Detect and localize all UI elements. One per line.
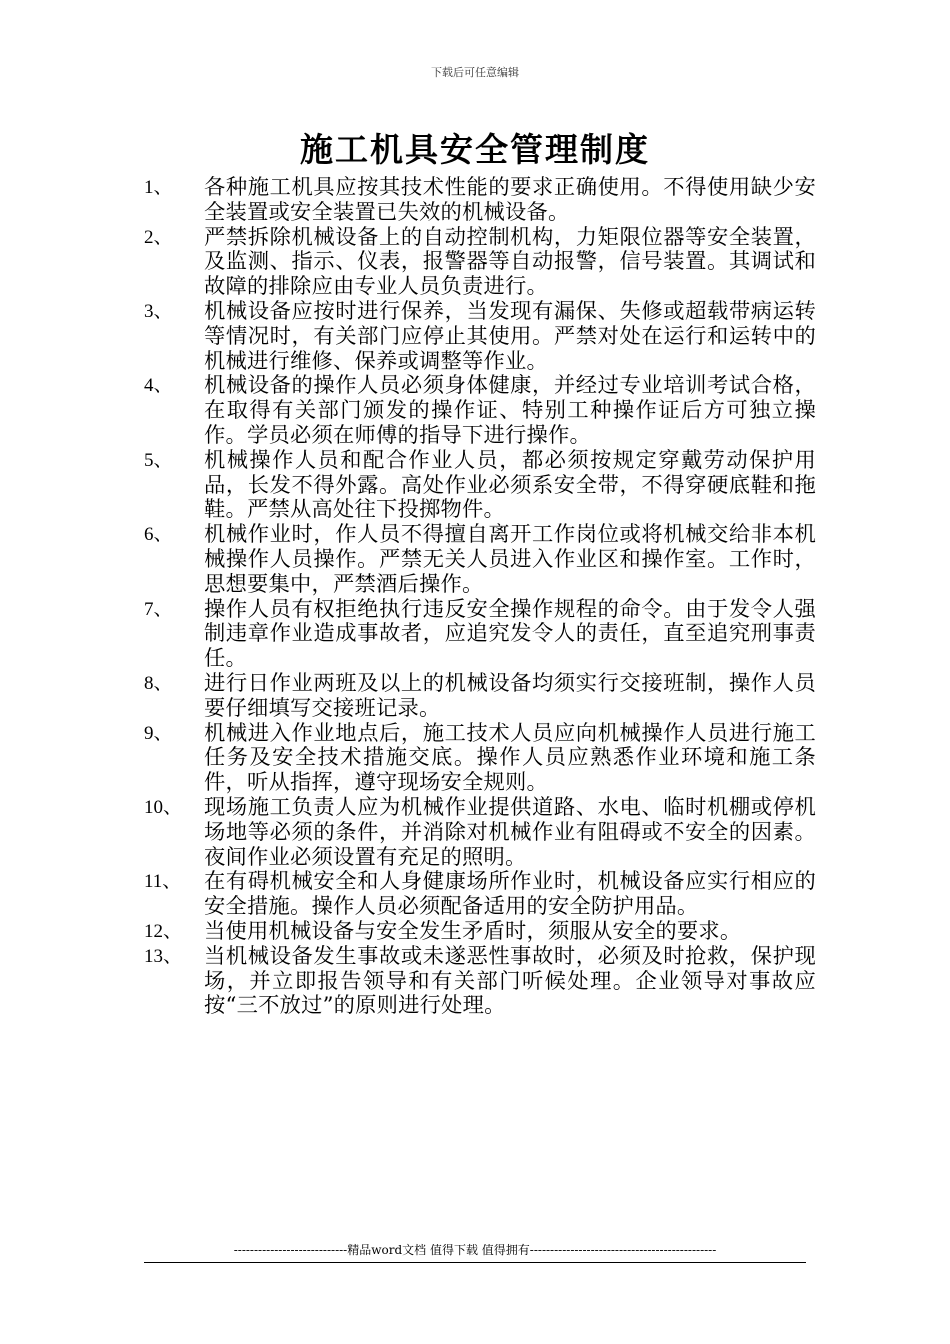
rule-item (144, 598, 816, 672)
footer-note: ----------------------------精品word文档 值得下载 值得拥有---------------------------------------------- (233, 1243, 717, 1257)
rule-text: 机械操作人员和配合作业人员，都必须按规定穿戴劳动保护用品，长发不得外露。高处作业必须系安全带，不得穿硬底鞋和拖鞋。严禁从高处往下投掷物件。 (204, 447, 816, 523)
rule-item (144, 300, 816, 374)
document-title: 施工机具安全管理制度 (300, 130, 650, 169)
rule-item (144, 449, 816, 523)
rule-text: 在有碍机械安全和人身健康场所作业时，机械设备应实行相应的安全措施。操作人员必须配备适用的安全防护用品。 (204, 869, 816, 920)
rule-item (144, 945, 816, 1019)
rule-text: 操作人员有权拒绝执行违反安全操作规程的命令。由于发令人强制违章作业造成事故者，应追究发令人的责任，直至追究刑事责任。 (204, 596, 816, 672)
rule-text: 机械设备应按时进行保养，当发现有漏保、失修或超载带病运转等情况时，有关部门应停止其使用。严禁对处在运行和运转中的机械进行维修、保养或调整等作业。 (204, 298, 816, 374)
header-note: 下载后可任意编辑 (431, 66, 519, 79)
footer-divider (144, 1262, 806, 1263)
rule-text: 各种施工机具应按其技术性能的要求正确使用。不得使用缺少安全装置或安全装置已失效的机械设备。 (204, 175, 816, 225)
rule-number: 10、 (144, 796, 183, 818)
rule-text: 机械作业时，作人员不得擅自离开工作岗位或将机械交给非本机械操作人员操作。严禁无关人员进入作业区和操作室。工作时，思想要集中，严禁酒后操作。 (204, 522, 816, 597)
rule-item (144, 226, 816, 300)
rule-number: 12、 (144, 920, 183, 942)
rule-number: 9、 (144, 722, 173, 744)
rule-number: 2、 (144, 226, 173, 248)
rule-number: 11、 (144, 871, 182, 893)
rule-item (144, 920, 816, 945)
rule-text: 机械设备的操作人员必须身体健康，并经过专业培训考试合格，在取得有关部门颁发的操作证、特别工种操作证后方可独立操作。学员必须在师傅的指导下进行操作。 (204, 373, 816, 448)
rule-text: 机械进入作业地点后，施工技术人员应向机械操作人员进行施工任务及安全技术措施交底。操作人员应熟悉作业环境和施工条件，听从指挥，遵守现场安全规则。 (204, 720, 816, 796)
rule-text: 进行日作业两班及以上的机械设备均须实行交接班制，操作人员要仔细填写交接班记录。 (204, 670, 816, 721)
rule-number: 4、 (144, 375, 173, 397)
rule-item (144, 870, 816, 920)
rule-text: 当使用机械设备与安全发生矛盾时，须服从安全的要求。 (204, 918, 742, 944)
rules-list (144, 176, 816, 1019)
rule-text: 当机械设备发生事故或未遂恶性事故时，必须及时抢救，保护现场，并立即报告领导和有关部门听候处理。企业领导对事故应按“三不放过”的原则进行处理。 (204, 943, 816, 1019)
rule-item (144, 672, 816, 722)
rule-number: 5、 (144, 449, 173, 471)
rule-text: 现场施工负责人应为机械作业提供道路、水电、临时机棚或停机场地等必须的条件，并消除对机械作业有阻碍或不安全的因素。夜间作业必须设置有充足的照明。 (204, 794, 816, 870)
rule-number: 8、 (144, 672, 173, 694)
rule-item (144, 374, 816, 448)
rule-number: 6、 (144, 524, 173, 546)
rule-item (144, 722, 816, 796)
rule-item (144, 523, 816, 597)
rule-text: 严禁拆除机械设备上的自动控制机构，力矩限位器等安全装置，及监测、指示、仪表，报警器等自动报警，信号装置。其调试和故障的排除应由专业人员负责进行。 (204, 224, 816, 300)
rule-number: 13、 (144, 945, 183, 967)
rule-item (144, 796, 816, 870)
rule-number: 3、 (144, 300, 173, 322)
rule-number: 1、 (144, 177, 173, 198)
rule-number: 7、 (144, 598, 173, 620)
rule-item (144, 176, 816, 226)
